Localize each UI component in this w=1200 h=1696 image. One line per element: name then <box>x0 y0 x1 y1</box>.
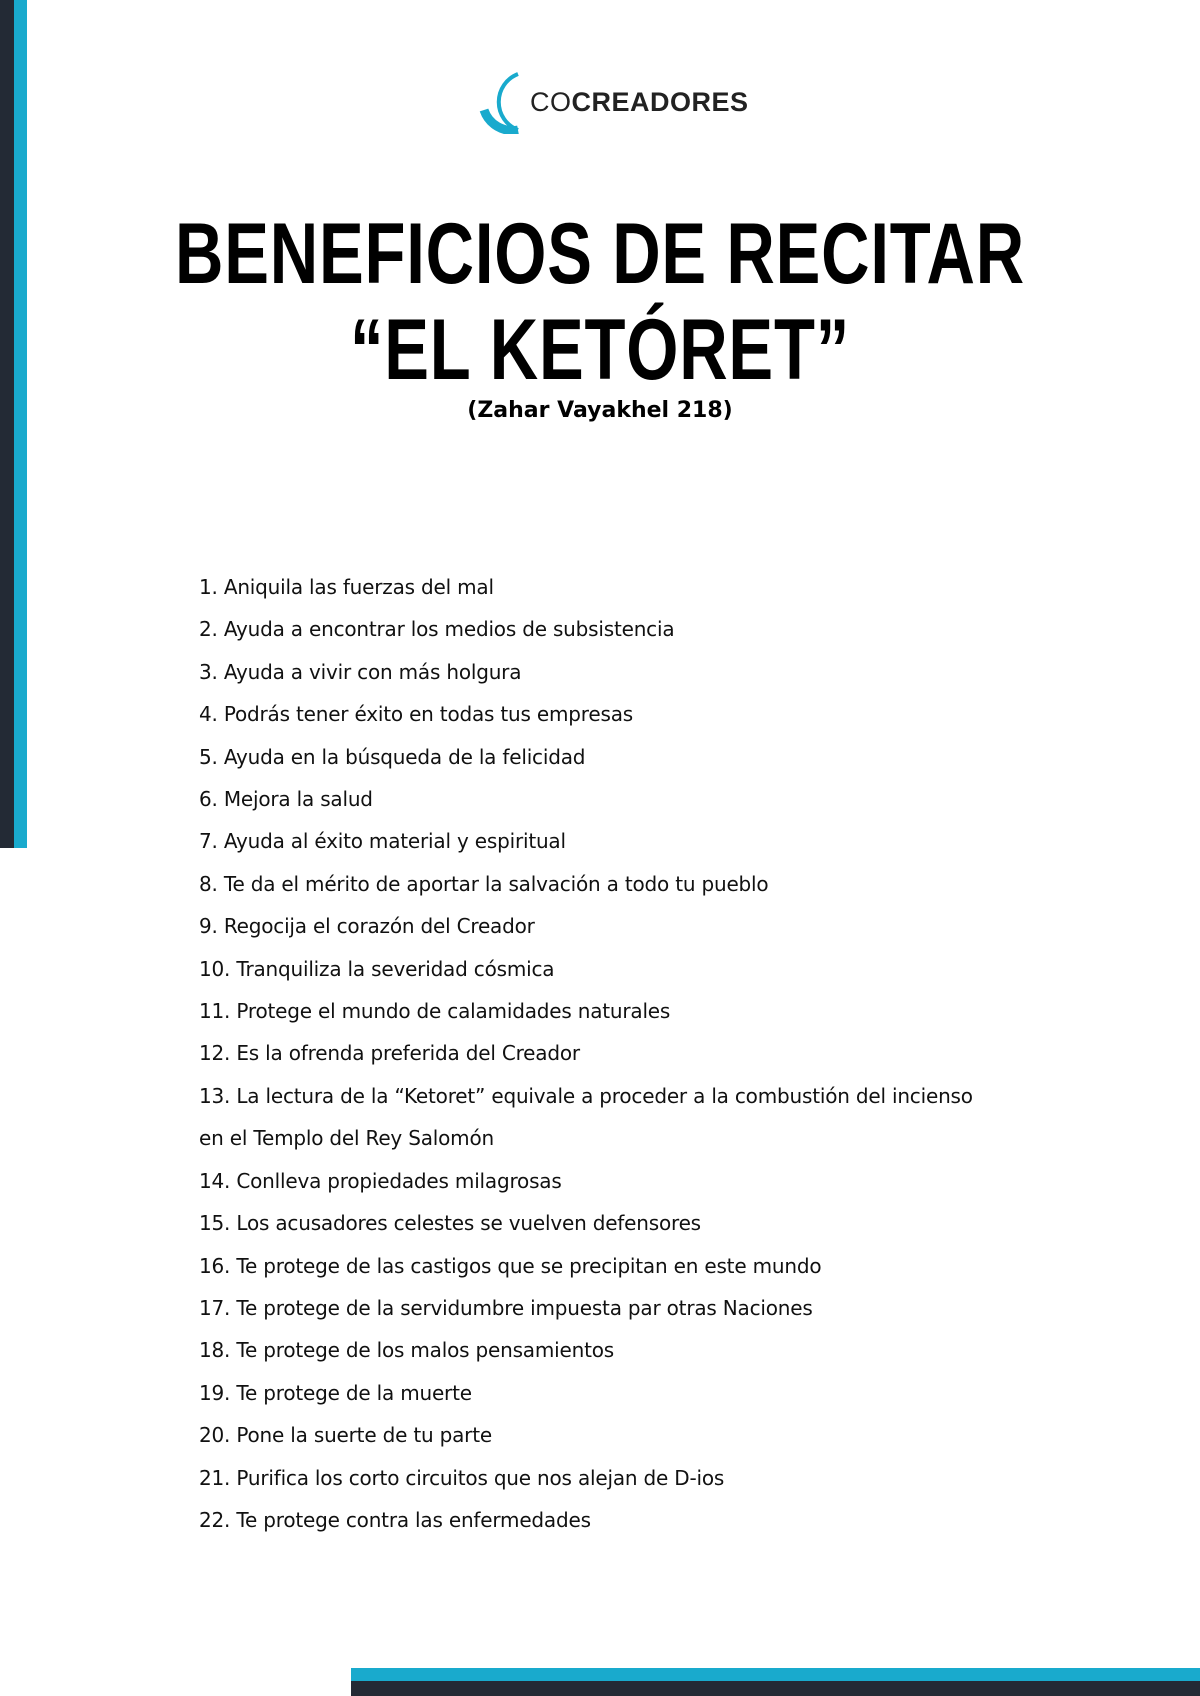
list-item: 4. Podrás tener éxito en todas tus empresas <box>199 702 633 727</box>
list-item: 1. Aniquila las fuerzas del mal <box>199 575 494 599</box>
list-item: 6. Mejora la salud <box>199 787 373 812</box>
benefits-list <box>199 566 999 1541</box>
bottom-decorative-bar-dark <box>351 1681 1200 1696</box>
list-item: 8. Te da el mérito de aportar la salvación a todo tu pueblo <box>199 871 769 896</box>
bottom-decorative-bar-cyan <box>351 1668 1200 1681</box>
list-item: 19. Te protege de la muerte <box>199 1380 472 1405</box>
list-item: 14. Conlleva propiedades milagrosas <box>199 1168 562 1193</box>
list-item: 16. Te protege de las castigos que se precipitan en este mundo <box>199 1253 822 1278</box>
list-item: 11. Protege el mundo de calamidades naturales <box>199 999 671 1024</box>
logo-wordmark <box>530 87 749 118</box>
list-item: 22. Te protege contra las enfermedades <box>199 1507 591 1532</box>
title-line-1: BENEFICIOS DE RECITAR <box>175 206 1025 302</box>
list-item: 5. Ayuda en la búsqueda de la felicidad <box>199 744 586 769</box>
list-item: 20. Pone la suerte de tu parte <box>199 1423 492 1448</box>
list-item: 12. Es la ofrenda preferida del Creador <box>199 1041 580 1066</box>
logo-arc-icon <box>474 70 528 134</box>
list-item: 15. Los acusadores celestes se vuelven defensores <box>199 1211 701 1236</box>
list-item: 9. Regocija el corazón del Creador <box>199 914 535 939</box>
page-subtitle: (Zahar Vayakhel 218) <box>467 398 733 423</box>
list-item: 2. Ayuda a encontrar los medios de subsistencia <box>199 617 675 642</box>
list-item: 10. Tranquiliza la severidad cósmica <box>199 956 555 981</box>
logo-text-creadores: CREADORES <box>571 86 749 117</box>
left-decorative-bar-dark <box>0 0 14 848</box>
list-item: 17. Te protege de la servidumbre impuesta par otras Naciones <box>199 1295 813 1320</box>
page-title <box>132 206 1068 398</box>
left-decorative-bar-cyan <box>14 0 27 848</box>
list-item: 18. Te protege de los malos pensamientos <box>199 1338 614 1363</box>
title-line-2: “EL KETÓRET” <box>349 302 851 398</box>
list-item: 3. Ayuda a vivir con más holgura <box>199 659 522 684</box>
cocreadores-logo <box>474 70 749 134</box>
list-item: 21. Purifica los corto circuitos que nos alejan de D-ios <box>199 1465 725 1490</box>
list-item: 13. La lectura de la “Ketoret” equivale a proceder a la combustión del incienso en el Templo del Rey Salomón <box>199 1083 973 1151</box>
list-item: 7. Ayuda al éxito material y espiritual <box>199 829 566 854</box>
logo-text-co: CO <box>530 86 572 117</box>
